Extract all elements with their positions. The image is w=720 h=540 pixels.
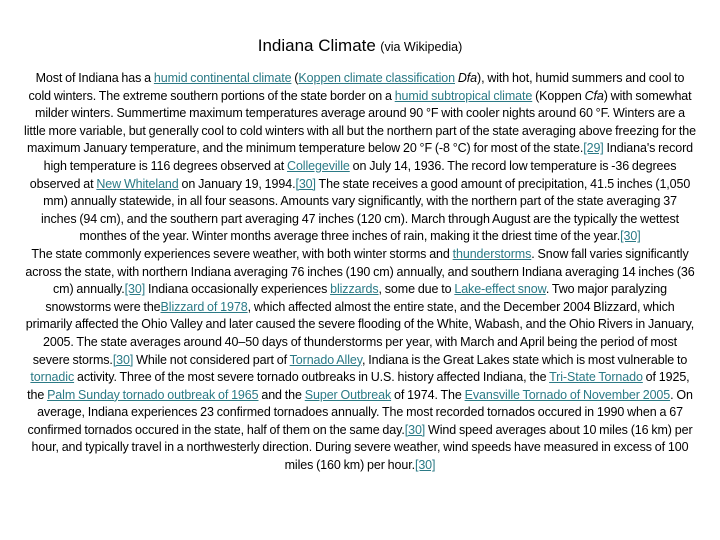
- wiki-link[interactable]: Tornado Alley: [289, 352, 362, 367]
- wiki-link[interactable]: Palm Sunday tornado outbreak of 1965: [47, 387, 259, 402]
- citation-link[interactable]: [30]: [404, 422, 426, 437]
- body-text-run: . Two major paralyzing snowstorms were the: [45, 282, 667, 314]
- body-text-run: (Koppen: [532, 88, 585, 103]
- wiki-link[interactable]: Super Outbreak: [304, 387, 392, 402]
- body-text-run: Wind speed averages about 10 miles (16 km) per hour, and typically travel in a northwesterly direction. During severe weather, wind speeds have measured in excess of 100 miles (160 km) per hour.: [31, 422, 693, 473]
- body-text-run: . Snow fall varies significantly across the state, with northern Indiana averaging 76 inches (190 cm) annually, and southern Indiana averaging 14 inches (36 cm) annually.: [25, 246, 695, 297]
- body-text-run: (: [291, 71, 299, 85]
- italic-text: Dfa: [457, 71, 478, 85]
- body-text-run: of 1974. The: [391, 387, 465, 402]
- citation-link[interactable]: [30]: [112, 352, 134, 367]
- paragraph-severe-weather: [24, 246, 696, 475]
- body-text-run: While not considered part of: [133, 352, 290, 367]
- wiki-link[interactable]: Blizzard of 1978: [160, 299, 248, 314]
- wiki-link[interactable]: humid subtropical climate: [394, 88, 533, 103]
- wiki-link[interactable]: blizzards: [330, 282, 379, 297]
- body-text-run: Most of Indiana has a: [35, 71, 154, 85]
- citation-link[interactable]: [30]: [124, 282, 146, 297]
- wiki-link[interactable]: Koppen climate classification: [298, 71, 455, 85]
- wiki-link[interactable]: humid continental climate: [153, 71, 292, 85]
- citation-link[interactable]: [30]: [414, 458, 436, 473]
- wiki-link[interactable]: Evansville Tornado of November 2005: [464, 387, 671, 402]
- title-main: Indiana Climate: [257, 36, 376, 55]
- wiki-link[interactable]: Tri-State Tornado: [549, 370, 643, 385]
- citation-link[interactable]: [30]: [295, 176, 316, 191]
- wiki-link[interactable]: Collegeville: [287, 158, 350, 173]
- body-text-run: , which affected almost the entire state, and the December 2004 Blizzard, which primarily affected the Ohio Valley and later caused the severe flooding of the White, Wabash, and the Ohio Rivers in January, 2005. The state averages around 40–50 days of thunderstorms per year, with March and April being the period of most severe storms.: [25, 299, 695, 367]
- slide-title: [0, 35, 720, 58]
- body-text-run: on January 19, 1994.: [178, 176, 296, 191]
- wiki-link[interactable]: thunderstorms: [452, 246, 532, 261]
- italic-text: Cfa: [584, 88, 604, 103]
- body-text-run: on July 14, 1936. The record low temperature is -36 degrees observed at: [29, 158, 677, 191]
- body-text-run: , some due to: [378, 282, 455, 297]
- citation-link[interactable]: [30]: [620, 229, 641, 244]
- body-text-run: Indiana's record high temperature is 116 degrees observed at: [43, 141, 693, 173]
- body-text-run: The state commonly experiences severe weather, with both winter storms and: [31, 246, 453, 261]
- wiki-link[interactable]: tornadic: [30, 370, 75, 385]
- title-source: (via Wikipedia): [380, 40, 463, 54]
- wiki-link[interactable]: New Whiteland: [96, 176, 179, 191]
- body-text-run: ) with somewhat milder winters. Summertime maximum temperatures average around 90 °F with cooler nights around 60 °F. Winters are a little more variable, but generally cool to cold winters with all but the northern part of the state averaging above freezing for the maximum January temperature, and the minimum temperature below 20 °F (-8 °C) for most of the state.: [24, 88, 696, 156]
- body-text-run: Indiana occasionally experiences: [145, 282, 331, 297]
- body-text-run: The state receives a good amount of precipitation, 41.5 inches (1,050 mm) annually statewide, in all four seasons. Amounts vary significantly, with the northern part of the state averaging 37 inches (94 cm), and the southern part averaging 47 inches (120 cm). March through August are the typically the wettest monthes of the year. Winter months average three inches of rain, making it the driest time of the year.: [40, 176, 691, 244]
- article-body: [24, 70, 696, 475]
- body-text-run: of 1925, the: [27, 370, 690, 402]
- paragraph-climate: [24, 70, 696, 246]
- body-text-run: . On average, Indiana experiences 23 confirmed tornadoes annually. The most recorded tornados occured in 1990 when a 67 confirmed tornados occured in the state, half of them on the same day.: [27, 387, 693, 437]
- body-text-run: and the: [258, 387, 305, 402]
- citation-link[interactable]: [29]: [583, 141, 604, 156]
- body-text-run: activity. Three of the most severe tornado outbreaks in U.S. history affected Indiana, the: [74, 370, 550, 385]
- wiki-link[interactable]: Lake-effect snow: [454, 282, 546, 297]
- body-text-run: ), with hot, humid summers and cool to cold winters. The extreme southern portions of the state border on a: [28, 71, 685, 103]
- body-text-run: , Indiana is the Great Lakes state which is most vulnerable to: [361, 352, 688, 367]
